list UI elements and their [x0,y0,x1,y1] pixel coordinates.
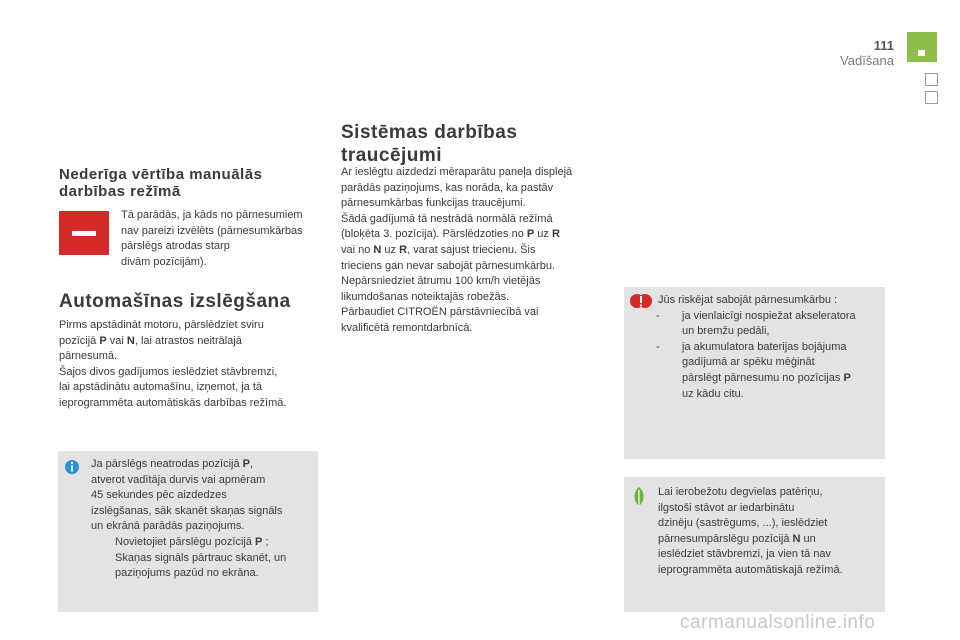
malfunction-text: Ar ieslēgtu aizdedzi mēraparātu paneļa displejā parādās paziņojums, kas norāda, ka pastāv pārnesumkārbas funkcijas traucējumi. Šādā gadījumā tā nestrādā normālā režīmā (bloķēta 3. pozīcija). Pārslēdzoties no P uz R vai no N uz R, varat sajust triecienu. Šis trieciens gan nevar sabojāt pārnesumkārbu. Nepārsniedziet ātrumu 100 km/h vietējās likumdošanas noteiktajās robežās. Pārbaudiet CITROËN pārstāvniecībā vai kvalificētā remontdarbnīcā. [341,166,573,334]
engine-off-heading: Automašīnas izslēgšana [59,291,291,312]
eco-leaf-icon [632,487,646,507]
info-panel [58,451,318,612]
chapter-tab-active[interactable] [907,32,937,62]
chapter-tab[interactable] [925,73,938,86]
malfunction-heading: Sistēmas darbības traucējumi [341,122,518,166]
tab-marker-icon [918,50,925,56]
warning-text: Jūs riskējat sabojāt pārnesumkārbu : - ja vienlaicīgi nospiežat akseleratora un bremžu pedāli, - ja akumulatora baterijas bojājuma gadījumā ar spēku mēģināt pārslēgt pārnesumu no pozīcijas P uz kādu citu. [658,293,882,402]
info-icon [65,459,79,475]
eco-text: Lai ierobežotu degvielas patēriņu, ilgstoši stāvot ar iedarbinātu dzinēju (sastrēgums, ...), ieslēdziet pārnesumpārslēgu pozīcijā N un ieslēdziet stāvbremzi, ja vien tā nav ieprogrammēta automātiskajā režīmā. [658,486,843,576]
section-title: Vadīšana [840,53,894,68]
list-item: Novietojiet pārslēgu pozīcijā P ; Skaņas signāls pārtrauc skanēt, un paziņojums pazūd no ekrāna. [115,535,287,580]
watermark: carmanualsonline.info [680,612,876,633]
engine-off-text: Pirms apstādināt motoru, pārslēdziet sviru pozīcijā P vai N, lai atrastos neitrālajā pārnesumā. Šajos divos gadījumos ieslēdziet stāvbremzi, lai apstādinātu automašīnu, izņemot, ja tā ieprogrammēta automātiskās darbības režīmā. [59,319,287,409]
warning-panel [624,287,885,459]
warning-icon [630,293,652,309]
manual-mode-heading: Nederīga vērtība manuālās darbības režīmā [59,166,263,200]
info-text: Ja pārslēgs neatrodas pozīcijā P, atverot vadītāja durvis vai apmēram 45 sekundes pēc aizdedzes izslēgšanas, sāk skanēt skaņas signāls un ekrānā parādās paziņojums. Novietojiet pārslēgu pozīcijā P ; Skaņas signāls pārtrauc skanēt, un paziņojums pazūd no ekrāna. [91,457,315,582]
chapter-tab[interactable] [925,91,938,104]
list-item: - ja vienlaicīgi nospiežat akseleratora un bremžu pedāli, [656,309,856,338]
page-number: 111 [873,38,894,53]
manual-mode-invalid-icon [59,211,109,255]
eco-panel [624,477,885,612]
manual-mode-text: Tā parādās, ja kāds no pārnesumiem nav pareizi izvēlēts (pārnesumkārbas pārslēgs atrodas starp divām pozīcijām). [121,209,303,268]
list-item: - ja akumulatora baterijas bojājuma gadījumā ar spēku mēģināt pārslēgt pārnesumu no pozīcijas P uz kādu citu. [656,340,851,400]
